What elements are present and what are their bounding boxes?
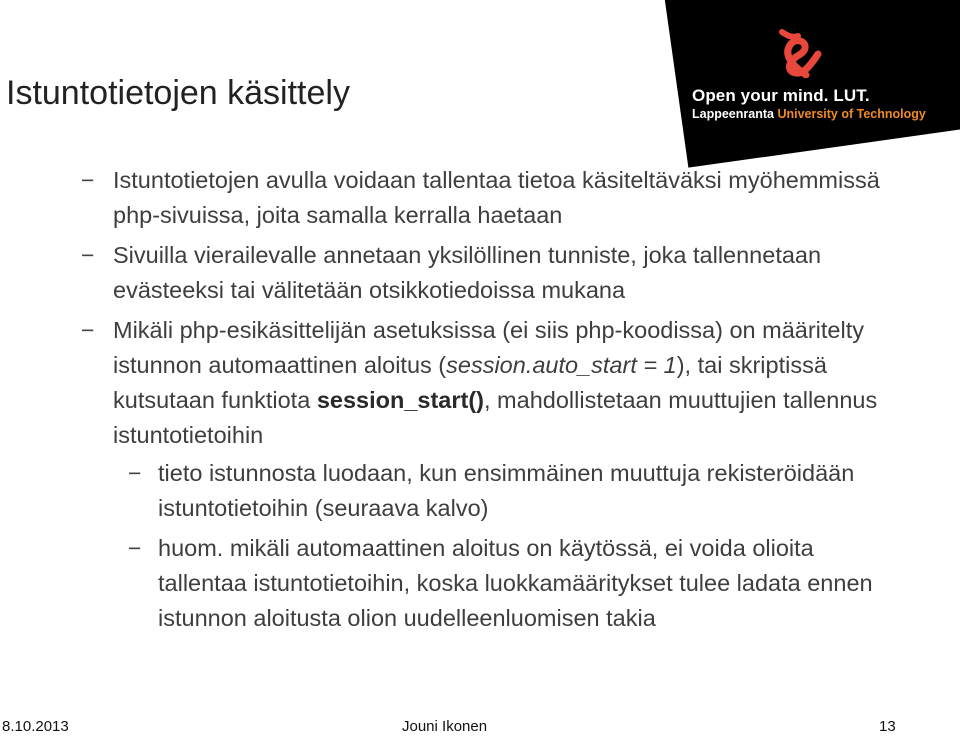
bullet-text: Istuntotietojen avulla voidaan tallentaa tietoa käsiteltäväksi myöhemmissä php-sivuissa, joita samalla kerralla haetaan [113,167,880,228]
bullet-text: Sivuilla vierailevalle annetaan yksilöllinen tunniste, joka tallennetaan evästeeksi tai välitetään otsikkotiedoissa mukana [113,242,822,303]
logo-university-city: Lappeenranta [692,107,778,121]
bullet-text: tieto istunnosta luodaan, kun ensimmäinen muuttuja rekisteröidään istuntotietoihin (seuraava kalvo) [158,460,855,521]
bullet-text-part: Mikäli php-esikäsittelijän asetuksissa (ei siis php-koodissa) on määritelty istunnon automaattinen aloitus ( [113,317,865,378]
sub-bullet-item [128,531,898,636]
logo-tagline: Open your mind. LUT. [692,86,870,105]
sub-bullet-item [128,456,898,526]
page-number: 13 [879,718,896,735]
bullet-dash: − [81,317,95,343]
university-logo [0,0,960,140]
logo-university-tech: University of Technology [777,107,926,121]
bullet-text: huom. mikäli automaattinen aloitus on käytössä, ei voida olioita tallentaa istuntotietoihin, koska luokkamääritykset tulee ladata ennen istunnon aloitusta olion uudelleenluomisen takia [158,535,873,631]
footer-author: Jouni Ikonen [402,718,488,735]
bullet-dash: − [81,167,95,193]
config-directive: session.auto_start = 1 [446,352,677,378]
bullet-dash: − [128,535,142,561]
slide-title: Istuntotietojen käsittely [6,74,350,112]
bullet-item [81,238,913,308]
logo-university-name [692,107,926,121]
bullet-dash: − [128,460,142,486]
bullet-item [81,313,913,453]
bullet-text [113,317,877,448]
ampersand-logo-icon [776,28,824,78]
function-name: session_start() [316,387,484,413]
bullet-text-part: ), tai skriptissä kutsutaan funktiota [113,352,827,413]
bullet-item [81,163,913,233]
bullet-dash: − [81,242,95,268]
footer-date: 8.10.2013 [2,718,69,735]
bullet-text-part: , mahdollistetaan muuttujien tallennus istuntotietoihin [113,387,878,448]
